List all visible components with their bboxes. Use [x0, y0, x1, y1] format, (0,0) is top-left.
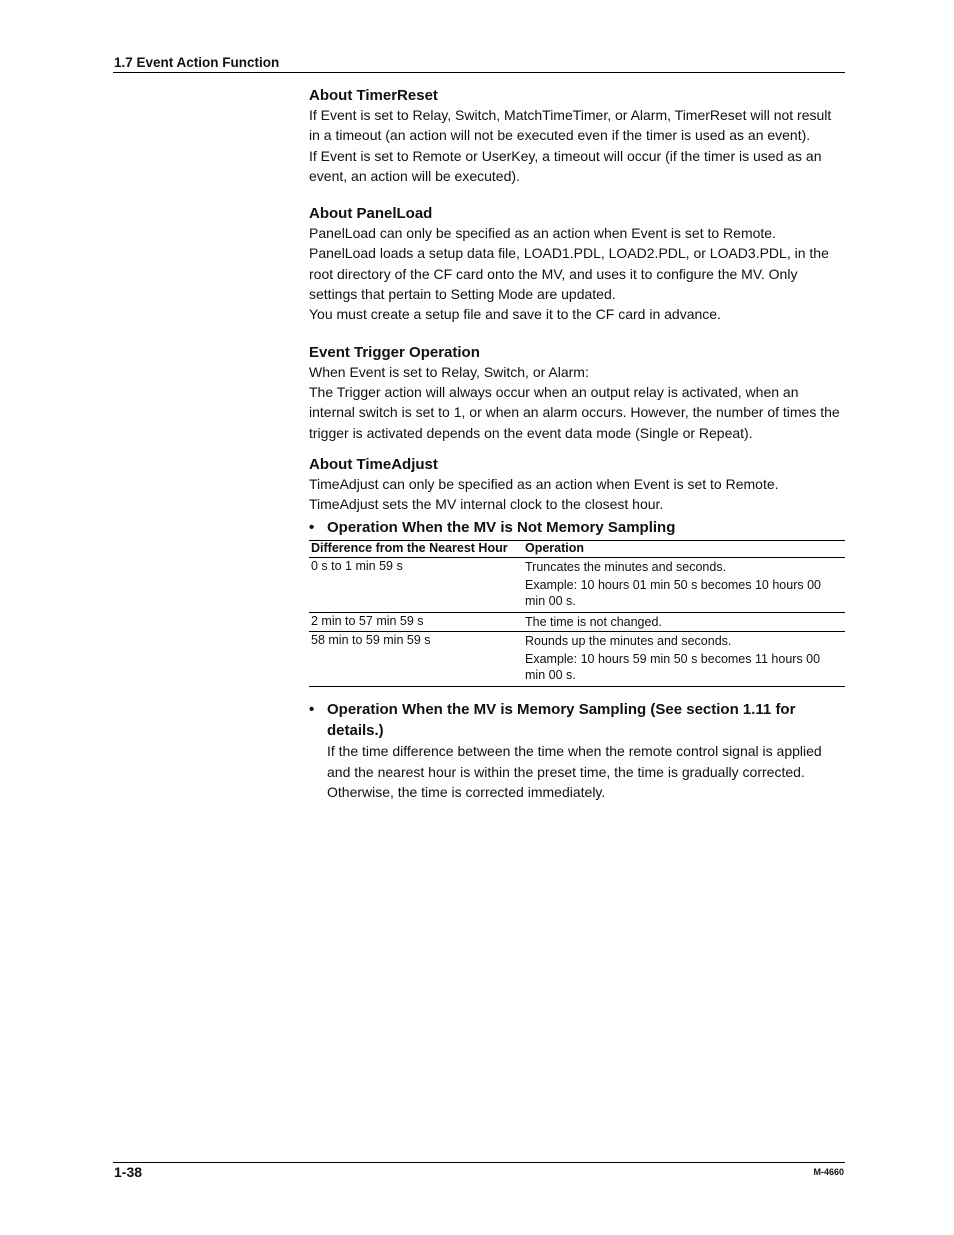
operation-text: Truncates the minutes and seconds.	[525, 560, 727, 575]
table-cell-operation	[517, 632, 845, 687]
table-row	[309, 558, 845, 613]
paragraph: When Event is set to Relay, Switch, or Alarm:	[309, 363, 589, 380]
table-cell-diff: 2 min to 57 min 59 s	[311, 614, 424, 629]
bullet-icon: •	[309, 701, 315, 719]
header-divider	[113, 72, 845, 73]
paragraph: If Event is set to Relay, Switch, MatchTimeTimer, or Alarm, TimerReset will not result in a timeout (an action will not be executed even if the timer is used as an event).	[309, 107, 832, 144]
bullet-icon: •	[309, 519, 315, 537]
paragraph: You must create a setup file and save it to the CF card in advance.	[309, 306, 721, 323]
table-cell-diff: 58 min to 59 min 59 s	[311, 633, 431, 648]
section-title-event-trigger: Event Trigger Operation	[309, 343, 480, 361]
table-header-cell: Operation	[525, 541, 585, 556]
section-timer-reset	[309, 86, 845, 186]
paragraph: If the time difference between the time when the remote control signal is applied and the nearest hour is within the preset time, the time is gradually corrected. Otherwise, the time is corrected immediately.	[327, 743, 822, 801]
table-cell-diff: 0 s to 1 min 59 s	[311, 559, 403, 574]
section-header-title: 1.7 Event Action Function	[114, 55, 280, 70]
section-time-adjust	[309, 455, 845, 802]
page-content	[309, 86, 845, 802]
paragraph: PanelLoad loads a setup data file, LOAD1.PDL, LOAD2.PDL, or LOAD3.PDL, in the root directory of the CF card onto the MV, and uses it to configure the MV. Only settings that pertain to Setting Mode are updated.	[309, 245, 829, 303]
bullet-heading-text: Operation When the MV is Memory Sampling (See section 1.11 for details.)	[327, 701, 796, 740]
paragraph: TimeAdjust can only be specified as an action when Event is set to Remote.	[309, 475, 779, 492]
operation-text: The time is not changed.	[525, 615, 662, 630]
document-code: M-4660	[813, 1167, 844, 1177]
operation-text: Rounds up the minutes and seconds.	[525, 634, 732, 649]
paragraph: PanelLoad can only be specified as an action when Event is set to Remote.	[309, 225, 776, 242]
operation-example: Example: 10 hours 59 min 50 s becomes 11 hours 00 min 00 s.	[525, 652, 821, 683]
table-header-cell: Difference from the Nearest Hour	[311, 541, 508, 556]
paragraph: TimeAdjust sets the MV internal clock to the closest hour.	[309, 496, 664, 513]
table-cell-operation	[517, 558, 845, 613]
paragraph: If Event is set to Remote or UserKey, a timeout will occur (if the timer is used as an event, an action will be executed).	[309, 147, 822, 184]
section-panel-load	[309, 204, 845, 324]
section-title-panel-load: About PanelLoad	[309, 205, 433, 223]
bullet-heading-sampling	[309, 699, 845, 741]
section-title-time-adjust: About TimeAdjust	[309, 455, 438, 473]
table-header-row	[309, 541, 845, 558]
bullet-heading-text: Operation When the MV is Not Memory Sampling	[327, 519, 676, 537]
footer-divider	[113, 1162, 845, 1163]
table-cell-operation	[517, 613, 845, 632]
page-number: 1-38	[114, 1164, 143, 1180]
section-title-timer-reset: About TimerReset	[309, 87, 438, 104]
table-row	[309, 613, 845, 632]
bullet-heading-not-sampling	[309, 517, 845, 538]
paragraph: The Trigger action will always occur when an output relay is activated, when an internal switch is set to 1, or when an alarm occurs. However, the number of times the trigger is activated depends on the event data mode (Single or Repeat).	[309, 383, 840, 441]
section-event-trigger	[309, 343, 845, 443]
table-row	[309, 632, 845, 687]
time-adjust-table	[309, 540, 845, 687]
operation-example: Example: 10 hours 01 min 50 s becomes 10 hours 00 min 00 s.	[525, 578, 822, 609]
